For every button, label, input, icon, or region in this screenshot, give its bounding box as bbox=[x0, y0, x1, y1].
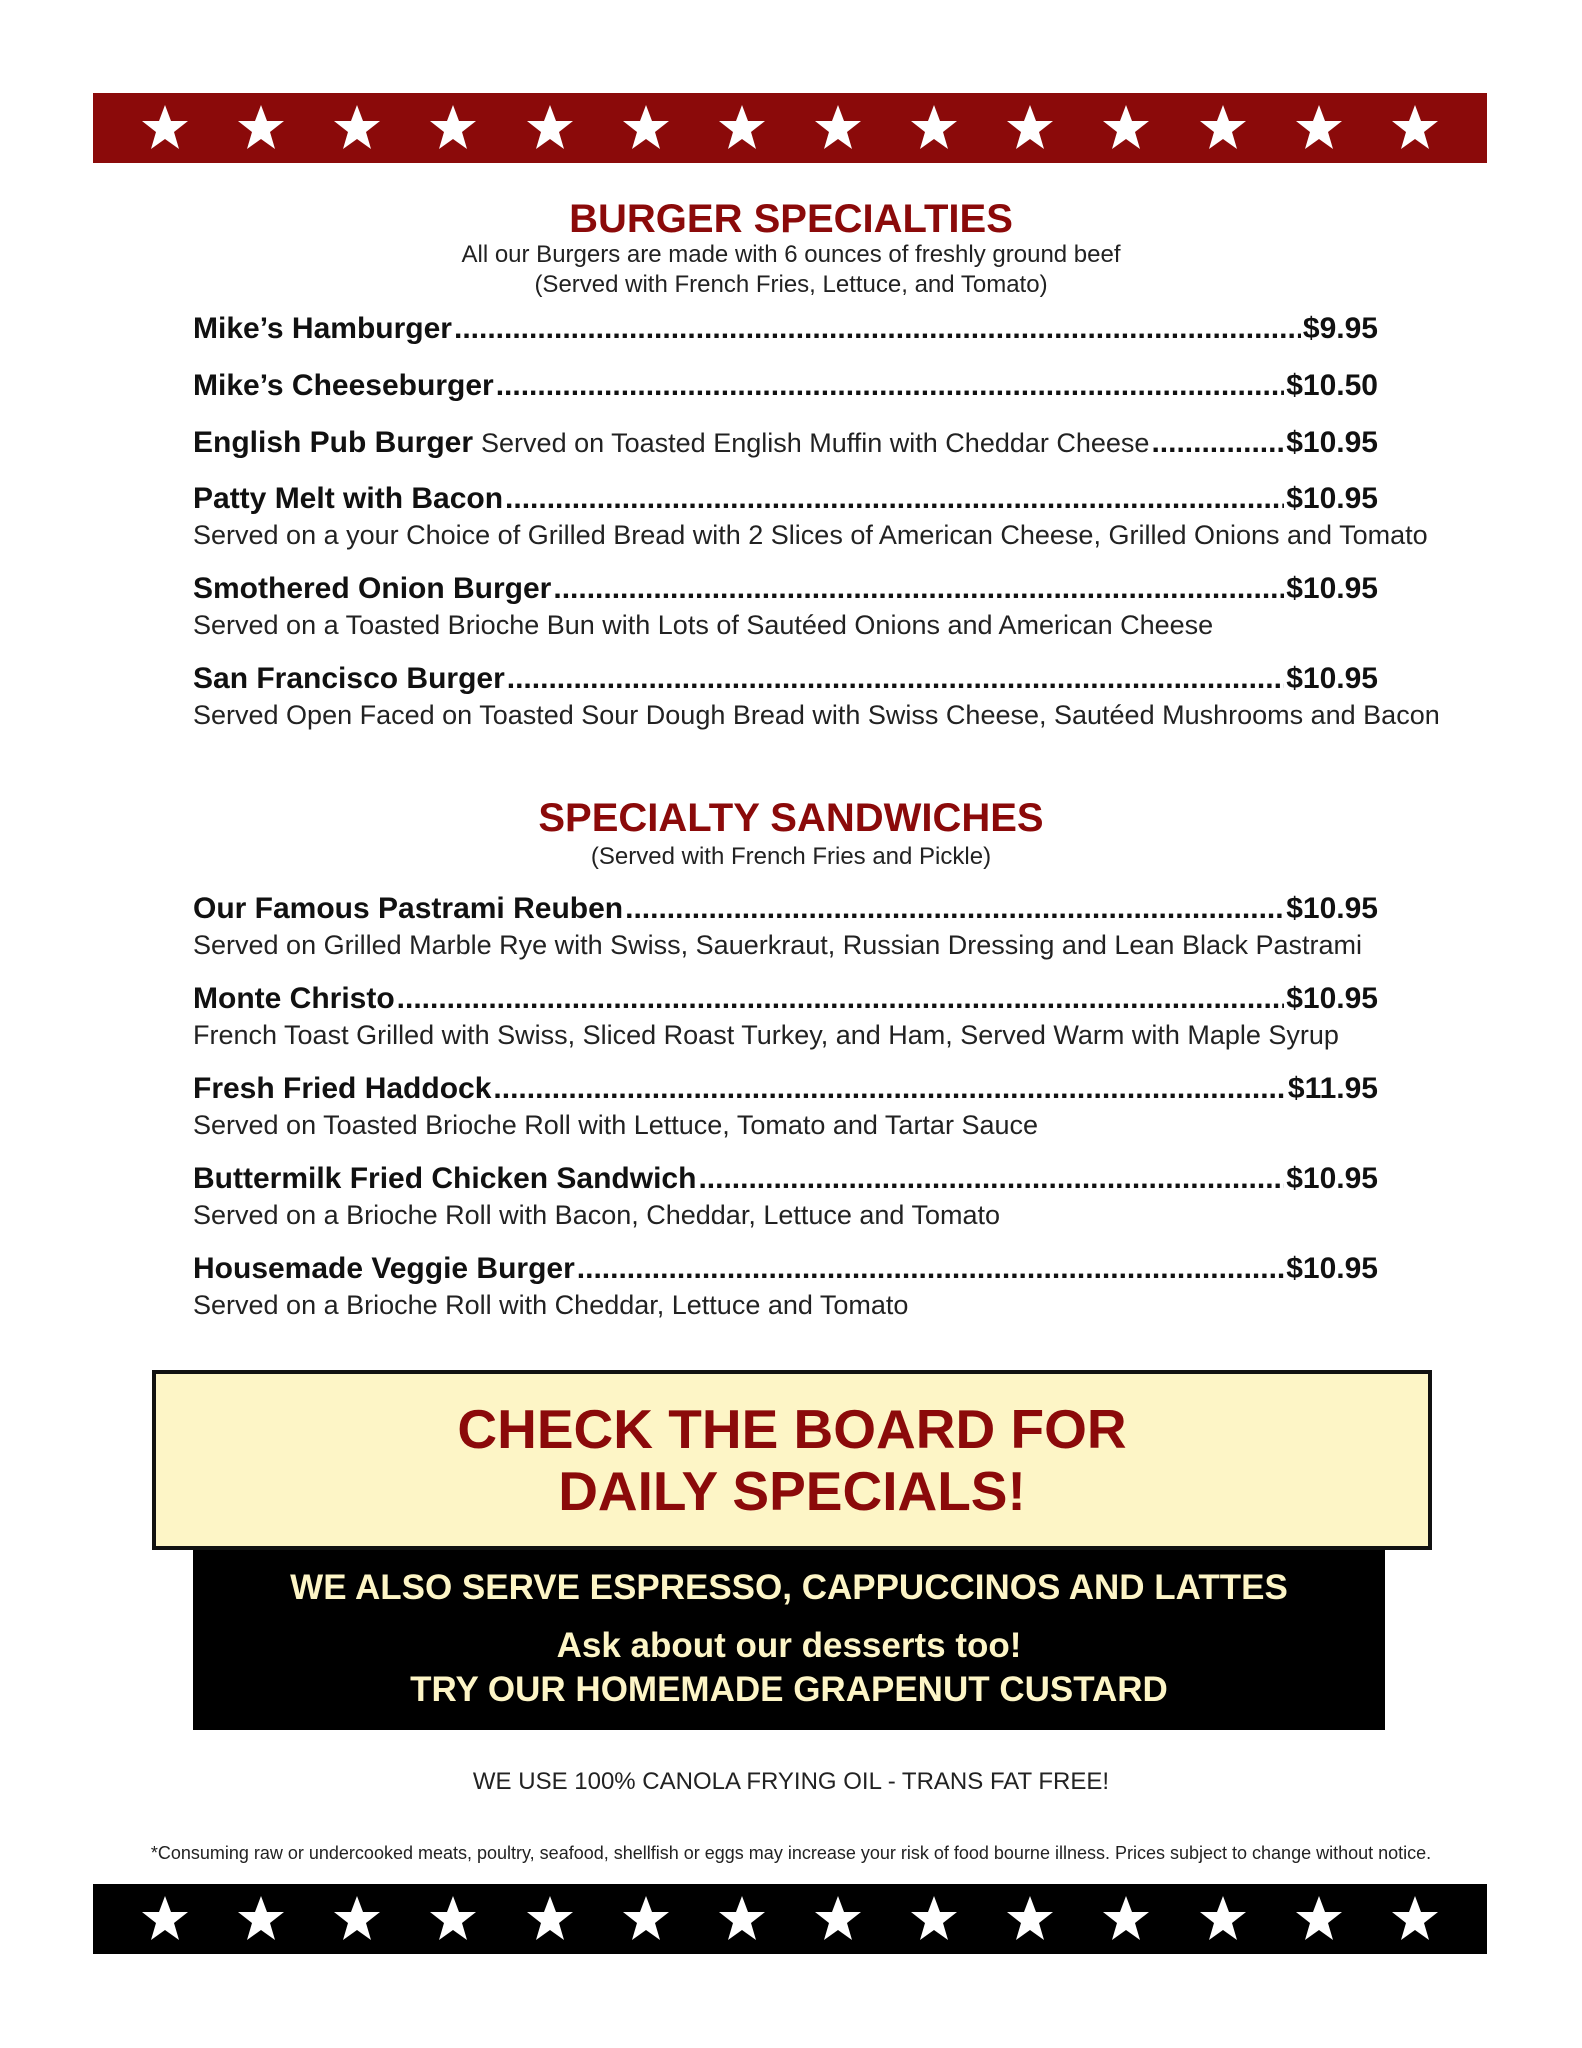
star-icon bbox=[236, 103, 286, 153]
star-icon bbox=[428, 103, 478, 153]
star-icon bbox=[1294, 103, 1344, 153]
item-description: Served on a your Choice of Grilled Bread with 2 Slices of American Cheese, Grilled Onions and Tomato bbox=[193, 520, 1428, 550]
star-icon bbox=[525, 103, 575, 153]
food-safety-disclaimer: *Consuming raw or undercooked meats, poultry, seafood, shellfish or eggs may increase your risk of food bourne illness. Prices subject to change without notice. bbox=[150, 1843, 1432, 1863]
item-price: $10.95 bbox=[1286, 662, 1378, 695]
item-name: Buttermilk Fried Chicken Sandwich bbox=[193, 1162, 697, 1195]
star-icon bbox=[140, 1894, 190, 1944]
item-price: $10.95 bbox=[1286, 572, 1378, 605]
item-price: $10.95 bbox=[1286, 426, 1378, 459]
item-description: Served Open Faced on Toasted Sour Dough Bread with Swiss Cheese, Sautéed Mushrooms and Bacon bbox=[193, 700, 1440, 730]
menu-item-monte-christo bbox=[193, 982, 1383, 1051]
star-icon bbox=[1005, 103, 1055, 153]
dot-leader bbox=[454, 312, 1301, 346]
sandwich-section-title: SPECIALTY SANDWICHES bbox=[538, 796, 1044, 840]
item-name: Mike’s Hamburger bbox=[193, 312, 452, 345]
star-icon bbox=[717, 1894, 767, 1944]
dot-leader bbox=[493, 1072, 1285, 1106]
star-icon bbox=[621, 103, 671, 153]
star-icon bbox=[332, 103, 382, 153]
item-price: $9.95 bbox=[1302, 312, 1378, 345]
dot-leader bbox=[505, 482, 1284, 516]
menu-item-fresh-fried-haddock bbox=[193, 1072, 1383, 1141]
daily-specials-line-2: DAILY SPECIALS! bbox=[558, 1460, 1026, 1522]
item-name: English Pub Burger bbox=[193, 426, 474, 459]
menu-item-smothered-onion-burger bbox=[193, 572, 1383, 641]
top-star-band bbox=[93, 93, 1487, 163]
menu-item-english-pub-burger bbox=[193, 426, 1383, 460]
item-name: Our Famous Pastrami Reuben bbox=[193, 892, 624, 925]
star-icon bbox=[1005, 1894, 1055, 1944]
dot-leader bbox=[507, 662, 1284, 696]
star-icon bbox=[428, 1894, 478, 1944]
item-description: Served on Grilled Marble Rye with Swiss, Sauerkraut, Russian Dressing and Lean Black Pastrami bbox=[193, 930, 1363, 960]
dot-leader bbox=[625, 892, 1284, 926]
dessert-line: Ask about our desserts too! bbox=[556, 1626, 1022, 1665]
star-icon bbox=[909, 1894, 959, 1944]
menu-item-patty-melt-with-bacon bbox=[193, 482, 1428, 551]
item-description: Served on Toasted Brioche Roll with Lettuce, Tomato and Tartar Sauce bbox=[193, 1110, 1039, 1140]
star-icon bbox=[1101, 103, 1151, 153]
star-icon bbox=[1198, 103, 1248, 153]
star-icon bbox=[332, 1894, 382, 1944]
item-inline-description: Served on Toasted English Muffin with Cheddar Cheese bbox=[481, 428, 1150, 458]
coffee-line: WE ALSO SERVE ESPRESSO, CAPPUCCINOS AND LATTES bbox=[290, 1568, 1288, 1607]
coffee-dessert-box bbox=[193, 1550, 1385, 1730]
star-icon bbox=[621, 1894, 671, 1944]
dot-leader bbox=[577, 1252, 1284, 1286]
dot-leader bbox=[698, 1162, 1284, 1196]
star-icon bbox=[140, 103, 190, 153]
item-price: $10.95 bbox=[1286, 482, 1378, 515]
dot-leader bbox=[397, 982, 1285, 1016]
sandwich-section-served-note: (Served with French Fries and Pickle) bbox=[590, 843, 992, 870]
star-icon bbox=[1390, 1894, 1440, 1944]
burger-section-subtitle: All our Burgers are made with 6 ounces of freshly ground beef bbox=[461, 241, 1121, 268]
star-icon bbox=[236, 1894, 286, 1944]
menu-item-san-francisco-burger bbox=[193, 662, 1440, 731]
item-price: $10.95 bbox=[1286, 892, 1378, 925]
item-price: $11.95 bbox=[1287, 1072, 1378, 1105]
item-name: Mike’s Cheeseburger bbox=[193, 369, 494, 402]
item-description: French Toast Grilled with Swiss, Sliced Roast Turkey, and Ham, Served Warm with Maple Syrup bbox=[193, 1020, 1339, 1050]
item-name: Monte Christo bbox=[193, 982, 395, 1015]
item-description: Served on a Toasted Brioche Bun with Lots of Sautéed Onions and American Cheese bbox=[193, 610, 1214, 640]
item-name: San Francisco Burger bbox=[193, 662, 505, 695]
item-description: Served on a Brioche Roll with Bacon, Cheddar, Lettuce and Tomato bbox=[193, 1200, 1000, 1230]
menu-item-pastrami-reuben bbox=[193, 892, 1383, 961]
star-icon bbox=[1198, 1894, 1248, 1944]
dot-leader bbox=[1151, 426, 1284, 460]
daily-specials-box bbox=[152, 1370, 1432, 1550]
bottom-star-band bbox=[93, 1884, 1487, 1954]
star-icon bbox=[1294, 1894, 1344, 1944]
item-price: $10.95 bbox=[1286, 1252, 1378, 1285]
item-name: Smothered Onion Burger bbox=[193, 572, 552, 605]
star-icon bbox=[525, 1894, 575, 1944]
item-price: $10.95 bbox=[1286, 1162, 1378, 1195]
menu-item-housemade-veggie-burger bbox=[193, 1252, 1383, 1321]
star-icon bbox=[1101, 1894, 1151, 1944]
star-icon bbox=[717, 103, 767, 153]
star-icon bbox=[813, 1894, 863, 1944]
daily-specials-line-1: CHECK THE BOARD FOR bbox=[457, 1398, 1127, 1460]
frying-oil-note: WE USE 100% CANOLA FRYING OIL - TRANS FAT FREE! bbox=[472, 1768, 1110, 1795]
item-name: Patty Melt with Bacon bbox=[193, 482, 504, 515]
menu-item-mikes-hamburger bbox=[193, 312, 1383, 346]
star-icon bbox=[909, 103, 959, 153]
item-price: $10.50 bbox=[1286, 369, 1378, 402]
item-price: $10.95 bbox=[1286, 982, 1378, 1015]
item-description: Served on a Brioche Roll with Cheddar, Lettuce and Tomato bbox=[193, 1290, 909, 1320]
custard-line: TRY OUR HOMEMADE GRAPENUT CUSTARD bbox=[410, 1670, 1168, 1709]
menu-item-mikes-cheeseburger bbox=[193, 369, 1383, 403]
dot-leader bbox=[496, 369, 1285, 403]
menu-item-buttermilk-fried-chicken bbox=[193, 1162, 1383, 1231]
burger-section-title: BURGER SPECIALTIES bbox=[569, 197, 1013, 241]
star-icon bbox=[813, 103, 863, 153]
item-name: Fresh Fried Haddock bbox=[193, 1072, 492, 1105]
star-icon bbox=[1390, 103, 1440, 153]
burger-section-served-note: (Served with French Fries, Lettuce, and Tomato) bbox=[534, 271, 1048, 298]
item-name: Housemade Veggie Burger bbox=[193, 1252, 575, 1285]
dot-leader bbox=[553, 572, 1284, 606]
